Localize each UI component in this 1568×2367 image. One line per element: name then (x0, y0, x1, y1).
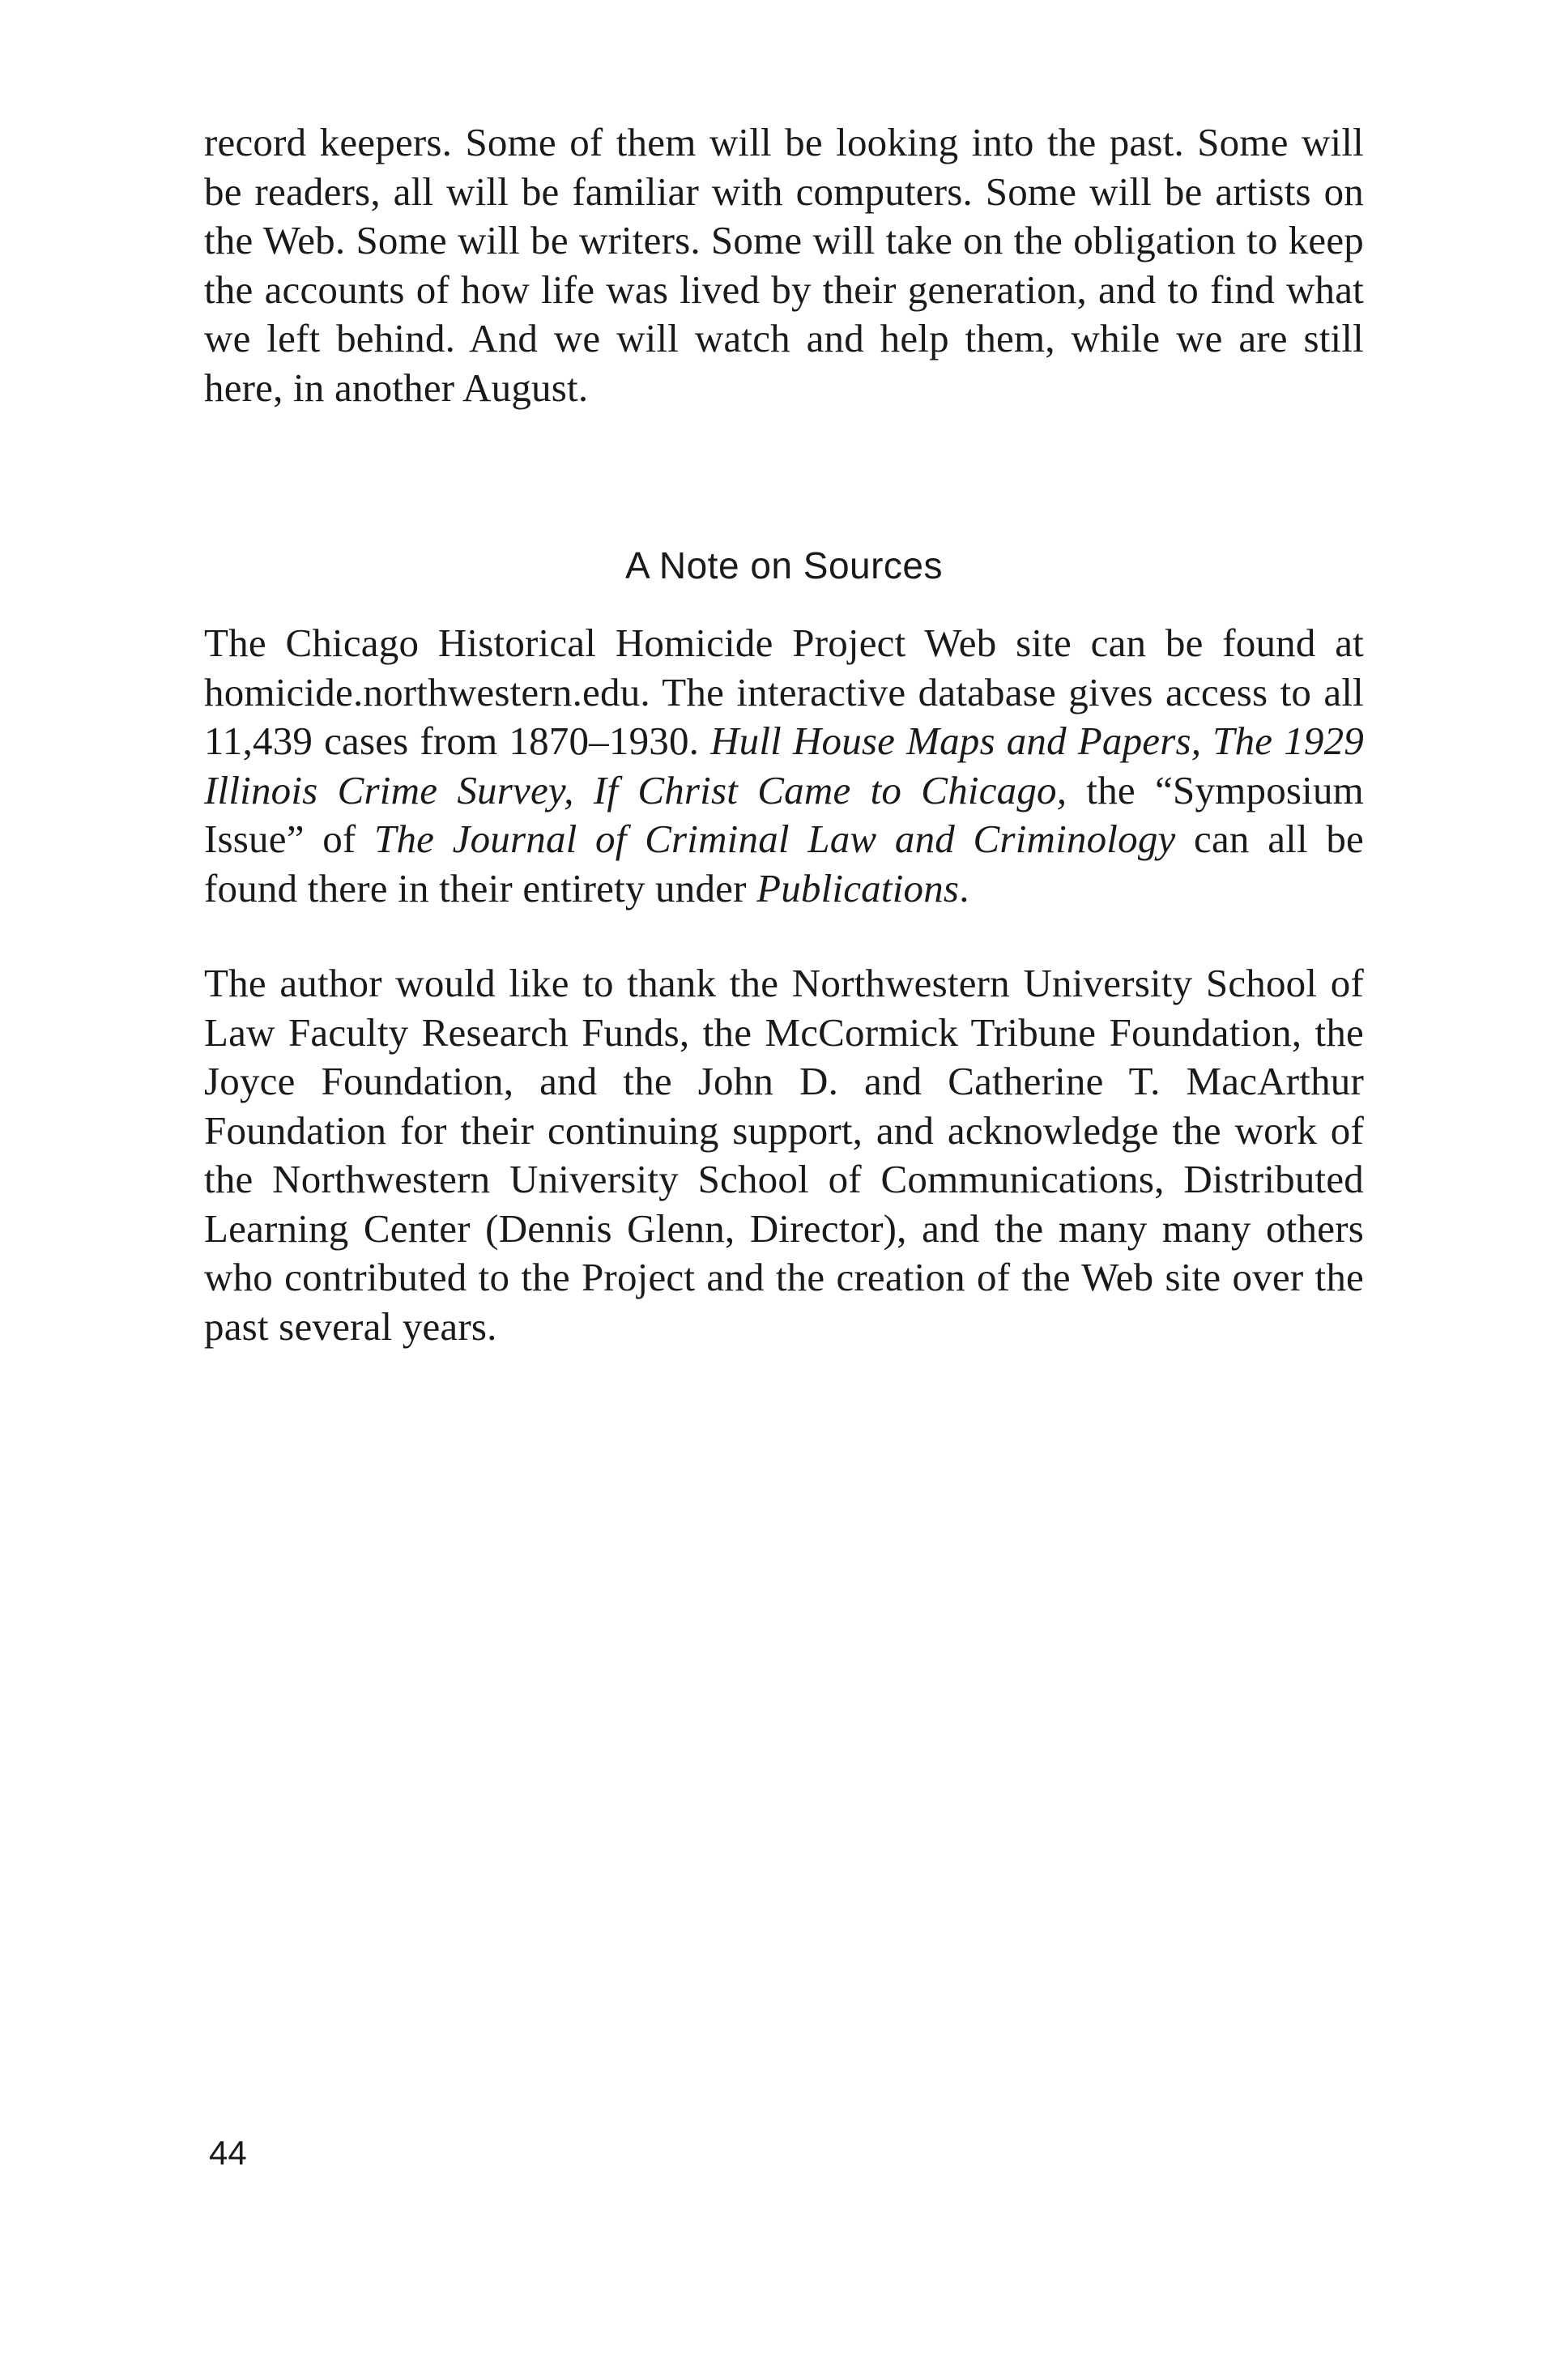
publications-title: Publications (756, 865, 960, 911)
sources-end-punctuation: . (959, 865, 969, 911)
sources-paragraph (204, 619, 1364, 913)
page-number: 44 (209, 2134, 247, 2172)
section-heading: A Note on Sources (624, 544, 944, 586)
symposium-text: the “Symposium Issue” of (204, 767, 1364, 861)
after-journal-text: can all be found there in their entirety under (204, 817, 1364, 911)
acknowledgments-paragraph: The author would like to thank the Northwestern University School of Law Faculty Research Funds, the McCormick Tribune Foundation, the Joyce Foundation, and the John D. and Catherine T. MacArthur Foundation for their continuing support, and acknowledge the work of the Northwestern University School of Communications, Distributed Learning Center (Dennis Glenn, Director), and the many many others who contributed to the Project and the creation of the Web site over the past several years. (204, 961, 1364, 1349)
sources-intro-text: The Chicago Historical Homicide Project Web site can be found at homicide.northwestern.edu. The interactive database gives access to all 11,439 cases from 1870–1930. (204, 621, 1364, 763)
italic-titles: Hull House Maps and Papers, The 1929 Illinois Crime Survey, If Christ Came to Chicago, (204, 719, 1364, 812)
continuation-paragraph: record keepers. Some of them will be looking into the past. Some will be readers, all will be familiar with computers. Some will be artists on the Web. Some will be writers. Some will take on the obligation to keep the accounts of how life was lived by their generation, and to find what we left behind. And we will watch and help them, while we are still here, in another August. (204, 120, 1364, 410)
journal-title: The Journal of Criminal Law and Criminology (374, 817, 1176, 861)
